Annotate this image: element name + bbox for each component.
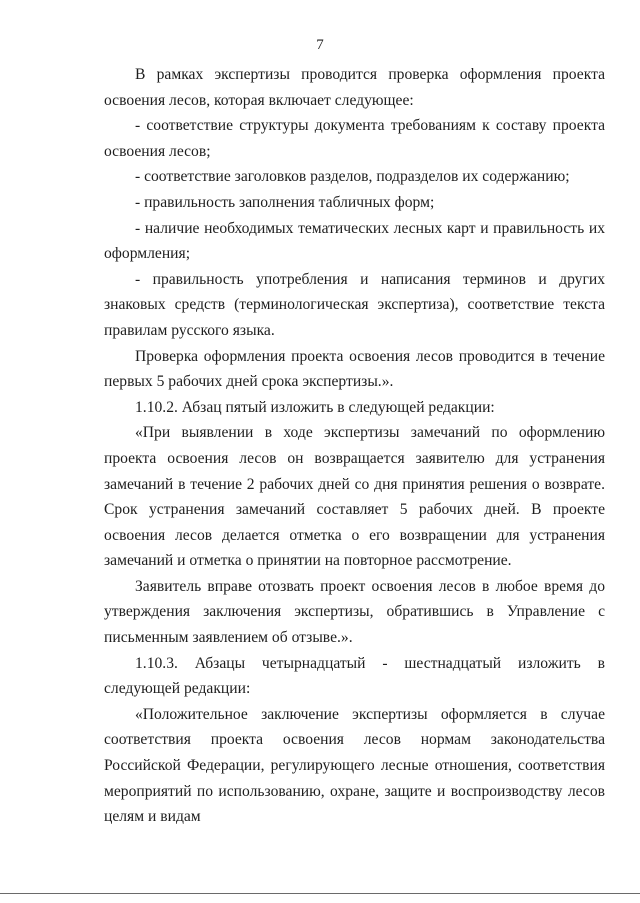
page-bottom-rule: [0, 893, 640, 894]
list-item-table-forms: - правильность заполнения табличных форм;: [135, 193, 435, 211]
paragraph-clause-1-10-2: 1.10.2. Абзац пятый изложить в следующей редакции:: [135, 398, 495, 416]
paragraph-remarks-return: «При выявлении в ходе экспертизы замечаний по оформлению проекта освоения лесов он возвращается заявителю для устранения замечаний в течение 2 рабочих дней со дня принятия решения о возврате. Срок устранения замечаний составляет 5 рабочих дней. В проекте освоения лесов делается отметка о его возвращении для устранения замечаний и отметка о принятии на повторное рассмотрение.: [104, 424, 605, 570]
list-item-headings-compliance: - соответствие заголовков разделов, подразделов их содержанию;: [135, 168, 570, 186]
paragraph-clause-1-10-3: 1.10.3. Абзацы четырнадцатый - шестнадцатый изложить в следующей редакции:: [104, 654, 605, 698]
paragraph-expertise-scope: В рамках экспертизы проводится проверка оформления проекта освоения лесов, которая включает следующее:: [104, 66, 605, 109]
paragraph-check-duration: Проверка оформления проекта освоения лесов проводится в течение первых 5 рабочих дней срока экспертизы.».: [104, 347, 605, 391]
page-number: 7: [316, 37, 324, 53]
list-item-thematic-maps: - наличие необходимых тематических лесных карт и правильность их оформления;: [104, 219, 605, 263]
paragraph-withdrawal: Заявитель вправе отозвать проект освоения лесов в любое время до утверждения заключения экспертизы, обратившись в Управление с письменным заявлением об отзыве.».: [104, 577, 605, 647]
list-item-structure-compliance: - соответствие структуры документа требованиям к составу проекта освоения лесов;: [104, 117, 605, 160]
document-body: [104, 62, 605, 830]
list-item-terminology: - правильность употребления и написания терминов и других знаковых средств (терминологическая экспертиза), соответствие текста правилам русского языка.: [104, 270, 605, 339]
paragraph-positive-conclusion: «Положительное заключение экспертизы оформляется в случае соответствия проекта освоения лесов нормам законодательства Российской Федерации, регулирующего лесные отношения, соответствия мероприятий по использованию, охране, защите и воспроизводству лесов целям и видам: [104, 705, 605, 826]
